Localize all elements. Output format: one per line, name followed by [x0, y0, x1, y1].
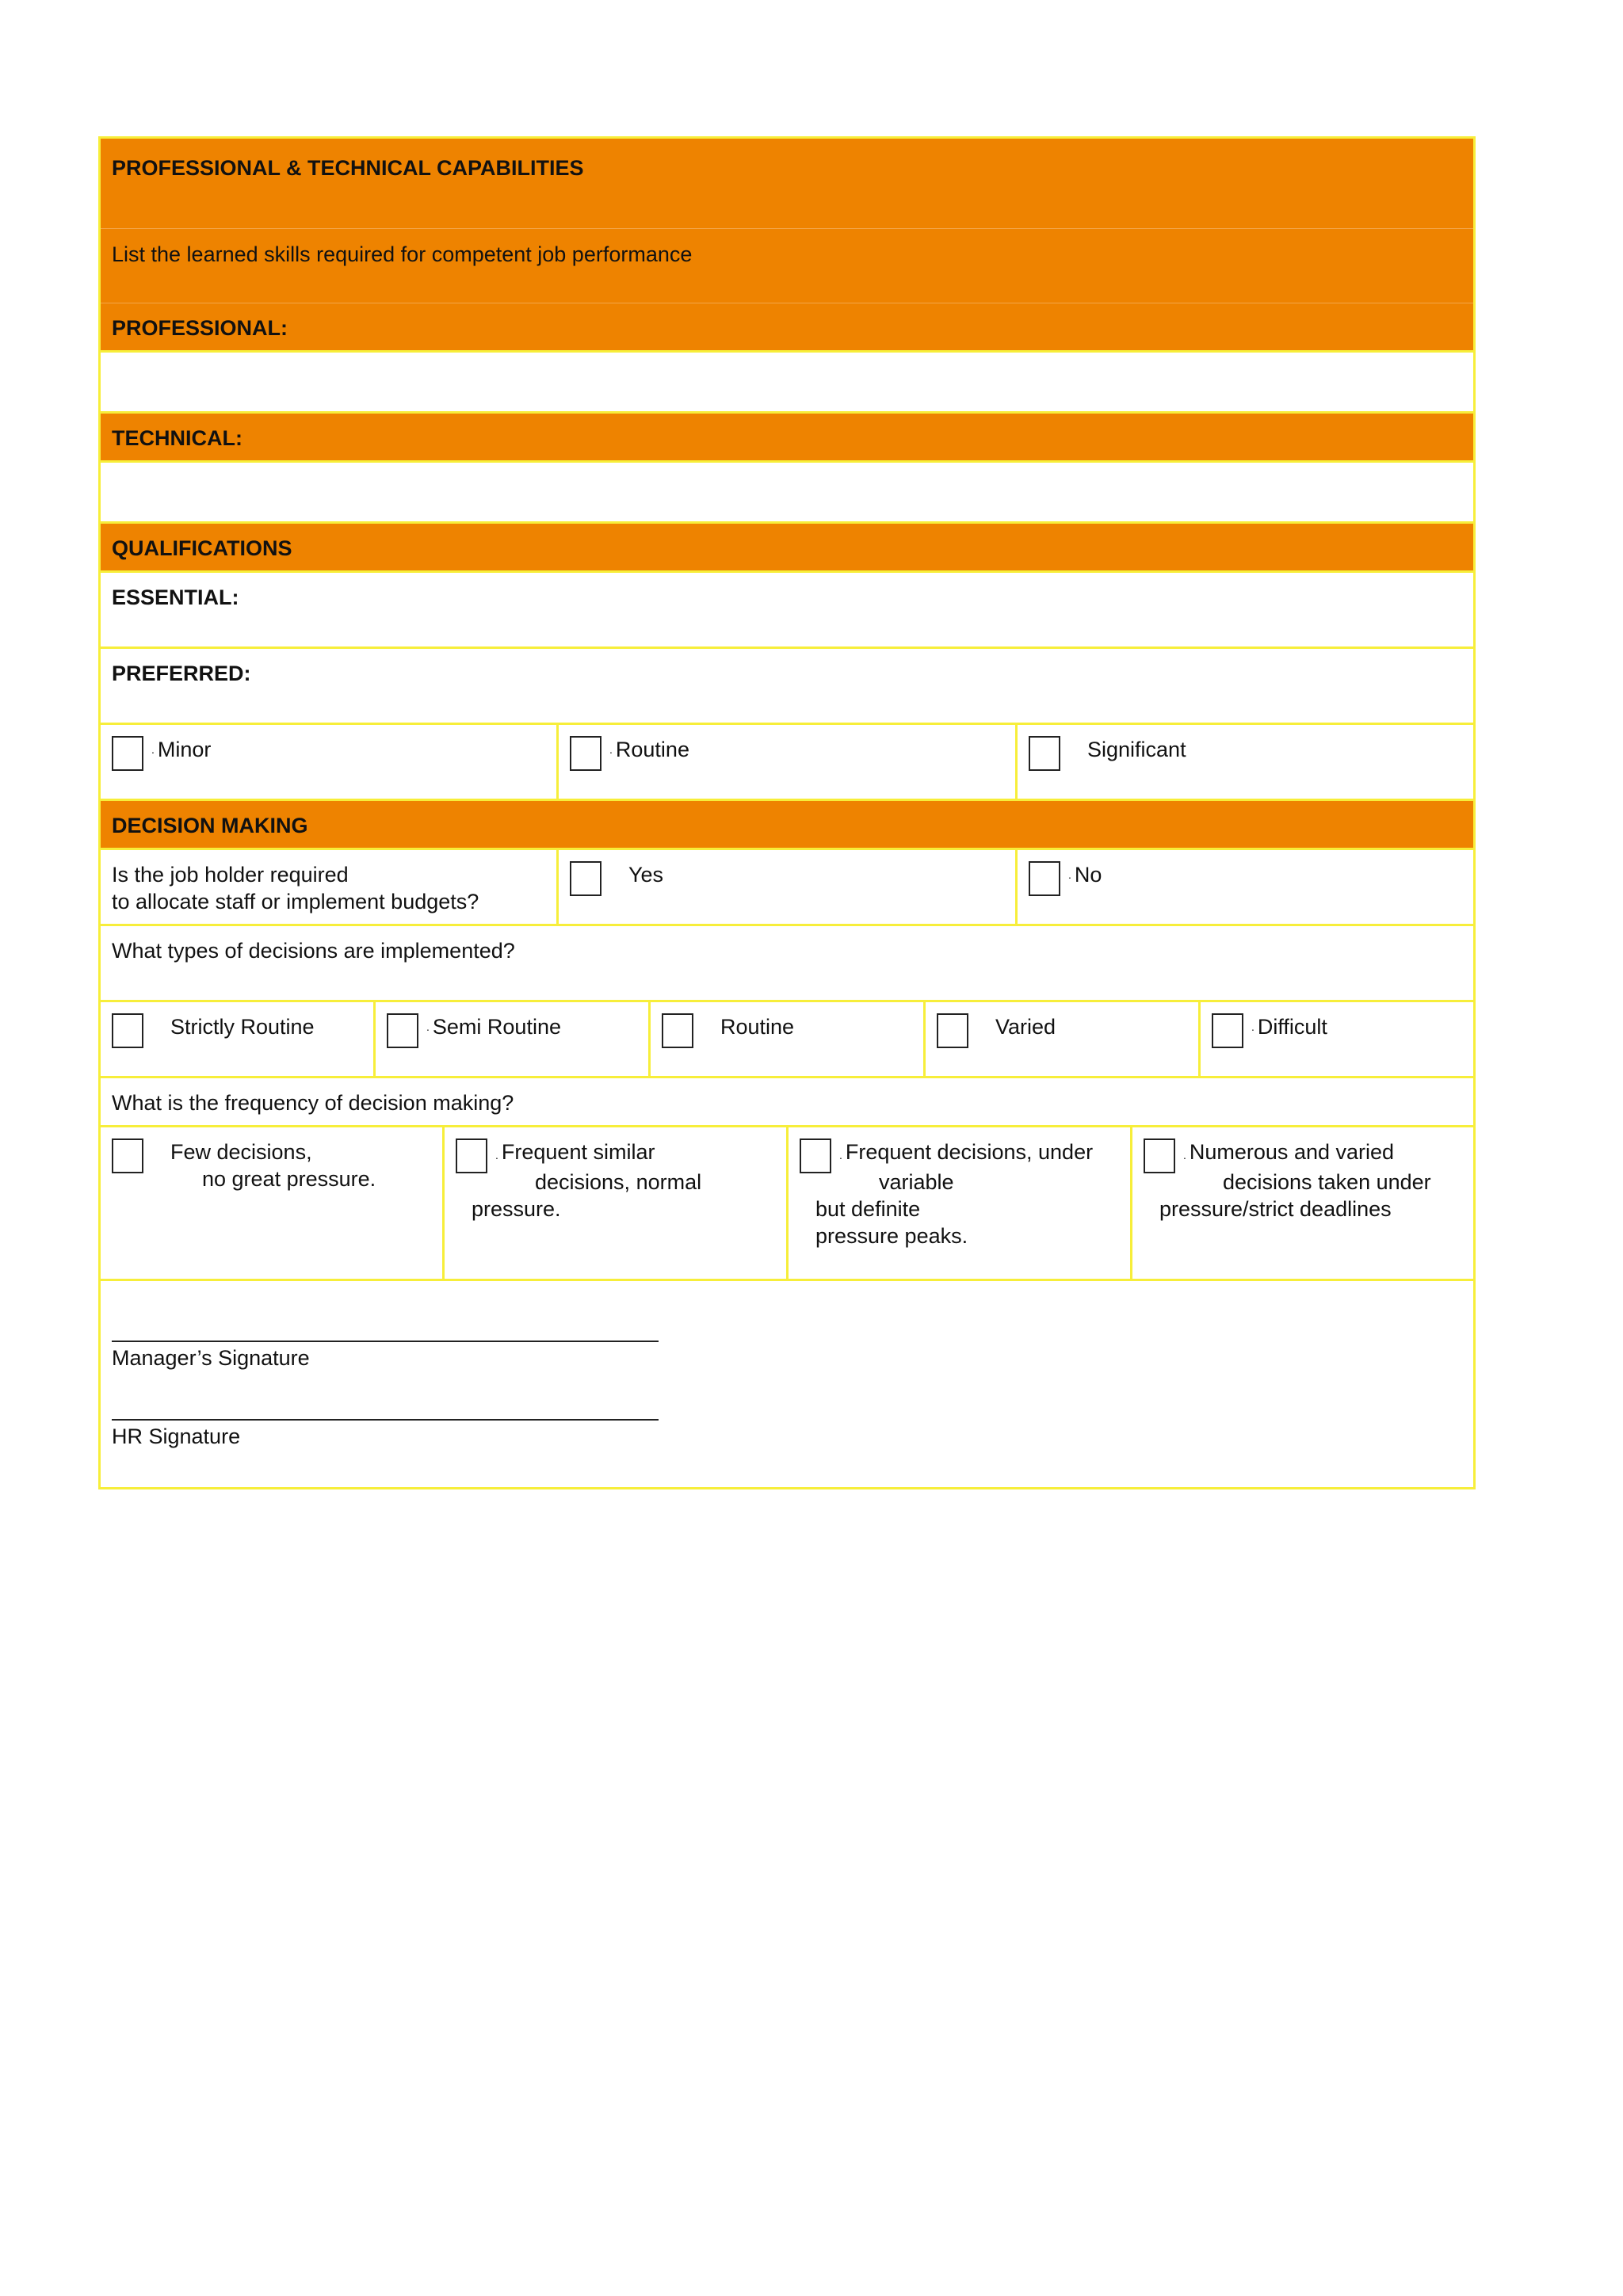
allocate-question-line1: Is the job holder required: [112, 863, 349, 887]
preferred-label[interactable]: PREFERRED:: [112, 662, 251, 685]
frequency-1-line: no great pressure.: [202, 1167, 376, 1191]
allocate-yes-checkbox[interactable]: [570, 861, 601, 896]
level-significant-option[interactable]: [1018, 725, 1473, 799]
type-strictly-routine-label: Strictly Routine: [170, 1015, 315, 1039]
technical-input-row: [101, 463, 1473, 524]
frequency-3-line: but definite: [815, 1197, 921, 1221]
types-question: What types of decisions are implemented?: [112, 939, 515, 963]
qualification-level-row: [101, 725, 1473, 801]
frequency-3-line: Frequent decisions, under: [845, 1140, 1094, 1164]
type-varied-checkbox[interactable]: [937, 1013, 968, 1048]
types-question-row: [101, 926, 1473, 1002]
professional-header: [101, 303, 1473, 353]
level-significant-label: Significant: [1087, 738, 1186, 761]
type-varied-label: Varied: [995, 1015, 1056, 1039]
essential-label[interactable]: ESSENTIAL:: [112, 585, 239, 609]
frequency-1-line: Few decisions,: [170, 1140, 312, 1164]
type-routine-option[interactable]: [651, 1002, 926, 1076]
option-prefix: .: [839, 1149, 842, 1161]
technical-field[interactable]: [101, 463, 1473, 521]
qualifications-header: [101, 524, 1473, 573]
frequency-2-line: decisions, normal: [535, 1170, 702, 1194]
level-routine-label: Routine: [615, 738, 689, 761]
frequency-option-3[interactable]: [789, 1127, 1132, 1279]
level-minor-label: Minor: [157, 738, 212, 761]
frequency-3-line: variable: [879, 1170, 954, 1194]
type-strictly-routine-option[interactable]: [101, 1002, 376, 1076]
type-varied-option[interactable]: [926, 1002, 1201, 1076]
frequency-4-checkbox[interactable]: [1144, 1138, 1175, 1173]
frequency-question: What is the frequency of decision making?: [112, 1091, 514, 1115]
level-routine-option[interactable]: [559, 725, 1018, 799]
frequency-2-checkbox[interactable]: [456, 1138, 487, 1173]
technical-label: TECHNICAL:: [112, 426, 242, 450]
option-prefix: .: [495, 1149, 498, 1161]
allocate-no-label: No: [1074, 863, 1102, 887]
professional-label: PROFESSIONAL:: [112, 316, 288, 340]
allocate-no-option[interactable]: [1018, 850, 1473, 924]
allocate-question-line2: to allocate staff or implement budgets?: [112, 890, 479, 913]
frequency-2-line: Frequent similar: [501, 1140, 655, 1164]
allocate-question: [101, 850, 559, 924]
frequency-1-label: [170, 1138, 376, 1192]
frequency-3-line: pressure peaks.: [815, 1224, 968, 1248]
level-minor-checkbox[interactable]: [112, 736, 143, 771]
instructions-text: List the learned skills required for competent job performance: [112, 242, 693, 266]
frequency-options-row: [101, 1127, 1473, 1281]
level-significant-checkbox[interactable]: [1029, 736, 1060, 771]
option-prefix: .: [426, 1020, 430, 1033]
allocate-row: [101, 850, 1473, 926]
manager-signature-label: Manager’s Signature: [112, 1346, 310, 1370]
frequency-4-line: pressure/strict deadlines: [1159, 1197, 1392, 1221]
type-semi-routine-option[interactable]: [376, 1002, 651, 1076]
allocate-yes-option[interactable]: [559, 850, 1018, 924]
frequency-option-2[interactable]: [445, 1127, 789, 1279]
section-header: [101, 139, 1473, 229]
frequency-3-checkbox[interactable]: [800, 1138, 831, 1173]
technical-header: [101, 414, 1473, 463]
option-prefix: .: [151, 743, 155, 756]
decision-types-row: [101, 1002, 1473, 1078]
frequency-3-label: [815, 1138, 1094, 1249]
frequency-question-row: [101, 1078, 1473, 1127]
allocate-yes-label: Yes: [628, 863, 664, 887]
hr-signature-line[interactable]: [112, 1419, 659, 1421]
essential-row: [101, 573, 1473, 649]
type-strictly-routine-checkbox[interactable]: [112, 1013, 143, 1048]
frequency-4-label: [1159, 1138, 1431, 1222]
frequency-1-checkbox[interactable]: [112, 1138, 143, 1173]
level-minor-option[interactable]: [101, 725, 559, 799]
professional-input-row: [101, 353, 1473, 414]
frequency-option-1[interactable]: [101, 1127, 445, 1279]
type-routine-checkbox[interactable]: [662, 1013, 693, 1048]
manager-signature-line[interactable]: [112, 1341, 659, 1342]
type-semi-routine-checkbox[interactable]: [387, 1013, 418, 1048]
option-prefix: .: [1068, 868, 1071, 881]
type-semi-routine-label: Semi Routine: [432, 1015, 561, 1039]
type-routine-label: Routine: [720, 1015, 795, 1039]
preferred-row: [101, 649, 1473, 725]
frequency-4-line: Numerous and varied: [1189, 1140, 1395, 1164]
capabilities-form: [98, 136, 1476, 1489]
signature-section: [101, 1281, 1473, 1487]
decision-making-title: DECISION MAKING: [112, 814, 308, 837]
frequency-2-label: [472, 1138, 702, 1222]
decision-making-header: [101, 801, 1473, 850]
frequency-option-4[interactable]: [1132, 1127, 1473, 1279]
professional-field[interactable]: [101, 353, 1473, 411]
option-prefix: .: [1183, 1149, 1186, 1161]
qualifications-title: QUALIFICATIONS: [112, 536, 292, 560]
hr-signature-label: HR Signature: [112, 1425, 241, 1448]
frequency-4-line: decisions taken under: [1223, 1170, 1431, 1194]
section-title: PROFESSIONAL & TECHNICAL CAPABILITIES: [112, 156, 584, 180]
frequency-2-line: pressure.: [472, 1197, 561, 1221]
level-routine-checkbox[interactable]: [570, 736, 601, 771]
type-difficult-option[interactable]: [1201, 1002, 1473, 1076]
instructions-row: [101, 229, 1473, 303]
type-difficult-checkbox[interactable]: [1212, 1013, 1243, 1048]
allocate-no-checkbox[interactable]: [1029, 861, 1060, 896]
option-prefix: .: [1251, 1020, 1254, 1033]
option-prefix: .: [609, 743, 613, 756]
type-difficult-label: Difficult: [1257, 1015, 1327, 1039]
